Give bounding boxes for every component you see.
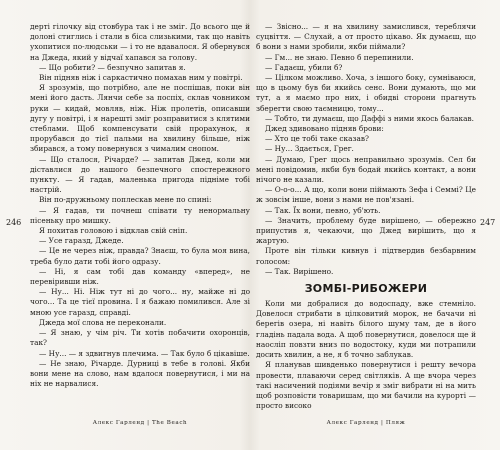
paragraph: — Так. Вирішено. [265,266,334,276]
paragraph: Джед здивовано підняв брови: [265,124,384,134]
paragraph: — Цілком можливо. Хоча, з іншого боку, сумніваюся, що в цьому був би якийсь сенс. Вони думають, що ми тут, а я маємо про них, і обидві сторони прагнуть зберегти свою таємницю, тому... [256,73,476,113]
paragraph: Проте він тільки кивнув і підтвердив безбарвним голосом: [256,246,476,266]
paragraph: Він підняв ніж і саркастично помахав ним у повітрі. [39,73,243,83]
paragraph: — Гадаєш, убили б? [265,62,343,72]
paragraph: — Ні, я сам тобі дав команду «вперед», не перевіривши ніж. [30,266,250,287]
paragraph: — Ну... — я здвигнув плечима. — Так було б цікавіше. [39,348,250,358]
paragraph: Він по-дружньому поплескав мене по спині: [39,195,212,205]
paragraph: Я планував шивденько повернутися і решту вечора провести, плаваючи серед світляків. А ще вчора через такі насичений подіями вечір я зміг вибрати ні на мить щоб розповісти товаришам, що ми бачили на курорті — просто високо [256,360,476,411]
paragraph: — Я гадав, ти почнеш співати ту ненормальну пісеньку про мишку. [30,205,250,225]
right-page-text-after-heading [256,299,476,411]
paragraph: — Думаю, Грег щось неправильно зрозумів. Сел би мені повідомив, якби був бодай якийсь контакт, а вони нічого не казали. [256,154,476,185]
paragraph: — Так. Їх вони, певно, уб'ють. [265,205,381,215]
paragraph: Я похитав головою і відклав свій сніп. [39,226,188,236]
chapter-heading: ЗОМБІ-РИБОЖЕРИ [304,282,428,296]
left-page-text [30,22,250,389]
paragraph: — Тобто, ти думаєш, що Даффі з ними якось балакав. [265,113,474,123]
right-page-footer: Алекс Гарленд | Пляж [326,420,406,426]
paragraph: — Значить, проблему буде вирішено, — обережно припустив я, чекаючи, що Джед вирішить, що я жартую. [256,215,476,246]
paragraph: — Що сталося, Річарде? — запитав Джед, коли ми діставлися до нашого безпечного спостережного пункту. — Я гадав, маленька пригода підніме тобі настрій. [30,154,250,195]
paragraph: — Звісно... — я на хвилину замислився, тереблячи суцвіття. — Слухай, а от просто цікаво. Як думаєш, що б вони з нами зробили, якби піймали? [256,22,476,52]
paragraph: — Хто це тобі таке сказав? [265,134,369,144]
paragraph: — Ну... Здається, Грег. [265,144,354,154]
page-number-right: 247 [480,218,496,227]
paragraph: — Гм... не знаю. Певно б перепинили. [265,52,414,62]
page-number-left: 246 [6,218,22,227]
paragraph: Я зрозумів, що потрібно, але не поспішав, поки він мені його дасть. Лянчи себе за поспіх, склав човником руки — кидай, мовляв, ніж. Ніж пролетів, описавши дугу у повітрі, і я нарешті зміг розправитися з клятими стеблами. Щоб компенсувати свій прорахунок, я прорубався до тієї пальми на хвилину більше, ніж збирався, а тому повернувся з чималим снопом. [30,83,250,154]
paragraph: Коли ми добралися до водоспаду, вже стемніло. Довелося стрибати в цілковитий морок, не бачачи ні берегів озера, ні навіть білого шуму там, де в його гладінь падала вода. А щоб повернутися, довелося ще й наосліп повзти вниз по водостоку, куди ми потрапили досить хвилин, а не, я б точно заблукав. [256,299,476,360]
paragraph: — Я знаю, у чім річ. Ти хотів побачити охоронців, так? [30,328,250,348]
paragraph: — Не знаю, Річарде. Дурниці в тебе в голові. Якби вони мене на слово, нам вдалося повернутися, і ми на ніх не нарвалися. [30,358,250,389]
paragraph: — Що робити? — безпучно запитав я. [39,62,186,72]
left-page [30,22,250,414]
paragraph: — О-о-о... А що, коли вони піймають Зефа і Семмі? Це ж зовсім інше, вони з нами не пов'язані. [256,185,476,205]
right-page [256,22,476,414]
paragraph: — Усе гаразд, Джеде. [39,236,124,246]
right-page-text-before-heading [256,22,476,277]
paragraph: Джеда мої слова не переконали. [39,317,167,327]
paragraph: — Це не через ніж, правда? Знаєш, то була моя вина, треба було дати тобі його одразу. [30,246,250,266]
left-page-footer: Алекс Гарленд | The Beach [92,420,188,426]
paragraph: — Ну... Ні. Ніж тут ні до чого... ну, майже ні до чого... Та це тієї провина. І я бажаю помилився. Але зі мною усе гаразд, справді. [30,287,250,317]
paragraph: дерті гілочку від стовбура так і не зміг. До всього ще й долоні стиглись і стали в біса слизькими, так що навіть ухопитися по-людськи — і то не вдавалося. Я обернувся на Джеда, який у відчаї хапався за голову. [30,22,250,62]
